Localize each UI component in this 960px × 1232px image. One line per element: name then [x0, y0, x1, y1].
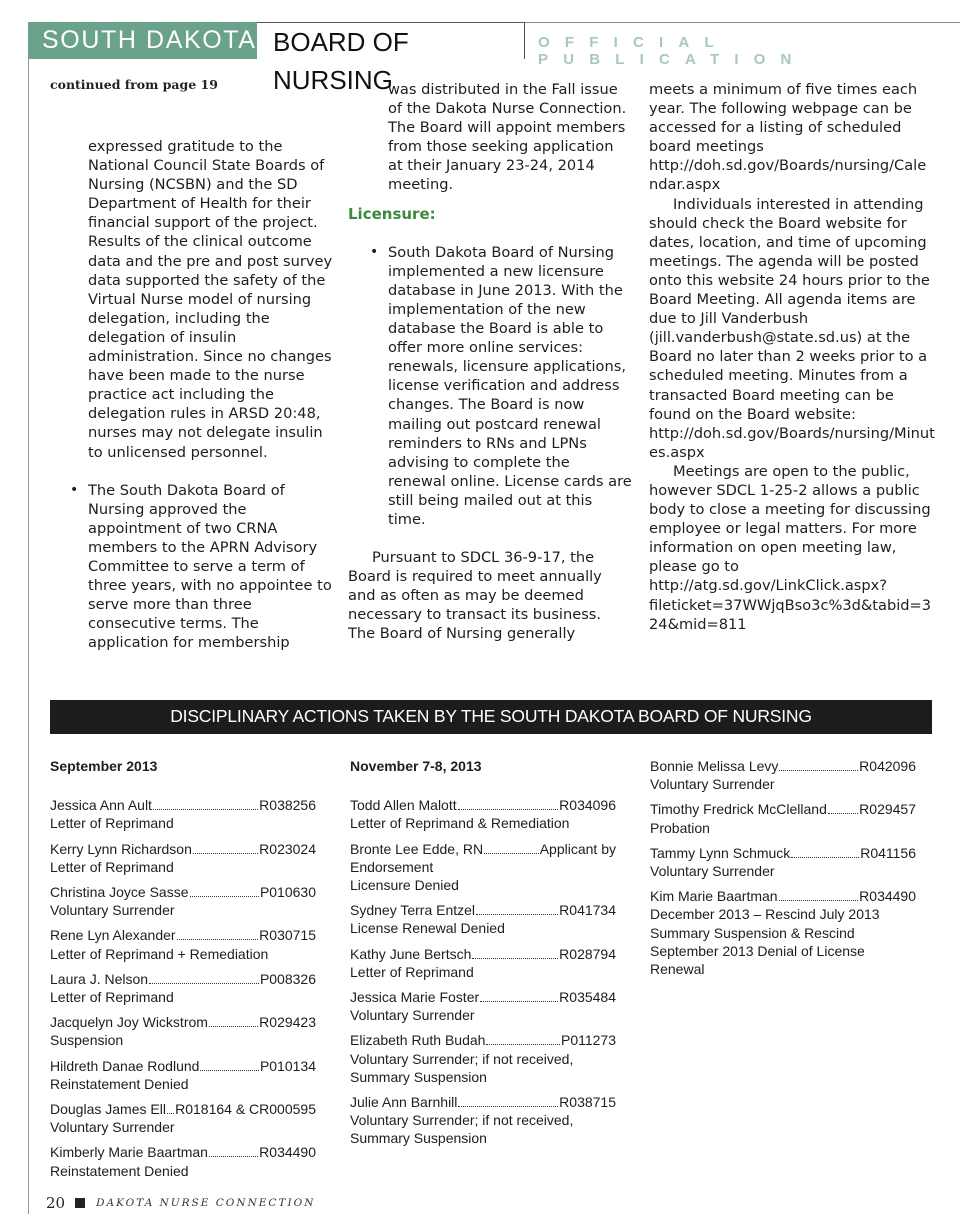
col1-bullet-item — [70, 481, 334, 653]
entry-code: R034096 — [559, 797, 616, 814]
disciplinary-entry — [350, 945, 616, 981]
entry-code: R038715 — [559, 1094, 616, 1111]
entry-action: Reinstatement Denied — [50, 1162, 189, 1179]
entry-code: R023024 — [259, 840, 316, 857]
entry-action: Voluntary Surrender — [50, 902, 175, 919]
col2-paragraph-top: was distributed in the Fall issue of the Dakota Nurse Connection. The Board will appoint members from those seeking application at their January 23-24, 2014 meeting. — [388, 81, 627, 194]
disciplinary-entry — [650, 844, 916, 880]
disciplinary-entry — [50, 796, 316, 832]
entry-name: Timothy Fredrick McClelland — [650, 801, 827, 818]
col1-paragraph: expressed gratitude to the National Council State Boards of Nursing (NCSBN) and the SD Department of Health for their financial support of the project. Results of the clinical outcome data and the pre and post survey data supported the safety of the Virtual Nurse model of nursing delegation, including the delegation of insulin administration. Since no changes have been made to the nurse practice act including the delegation rules in ARSD 20:48, nurses may not delegate insulin to unlicensed personnel. — [88, 138, 333, 461]
page-number: 20 — [46, 1194, 66, 1212]
entry-action: Probation — [650, 819, 710, 836]
continued-note: continued from page 19 — [50, 77, 218, 92]
disciplinary-entry — [350, 1093, 616, 1148]
masthead-rule — [525, 22, 960, 23]
disciplinary-entry — [50, 1100, 316, 1136]
col2-bullet-item — [348, 243, 632, 529]
disciplinary-entry — [50, 1013, 316, 1049]
disciplinary-entry — [350, 840, 616, 895]
entry-code: R029423 — [259, 1014, 316, 1031]
entry-name: Kimberly Marie Baartman — [50, 1144, 208, 1161]
entry-name: Todd Allen Malott — [350, 797, 457, 814]
disciplinary-entry — [350, 796, 616, 832]
article-column-3 — [649, 80, 935, 634]
entry-action: Voluntary Surrender — [50, 1119, 175, 1136]
entry-action: Letter of Reprimand — [50, 989, 174, 1006]
entry-action-secondary: Licensure Denied — [350, 877, 459, 894]
entry-code: R034490 — [259, 1144, 316, 1161]
bullet-icon: • — [70, 481, 79, 498]
entry-name: Jessica Ann Ault — [50, 797, 152, 814]
entry-action: December 2013 – Rescind July 2013 Summary Suspension & Rescind September 2013 Denial of License Renewal — [650, 906, 880, 978]
disciplinary-column-3 — [650, 757, 916, 985]
page-footer — [46, 1194, 315, 1212]
entry-code: Applicant by — [539, 840, 616, 857]
entry-name: Rene Lyn Alexander — [50, 927, 176, 944]
disciplinary-column-2 — [350, 757, 616, 1155]
entry-action: Letter of Reprimand + Remediation — [50, 945, 269, 962]
entry-name: Kim Marie Baartman — [650, 888, 778, 905]
entry-name: Julie Ann Barnhill — [350, 1094, 458, 1111]
left-margin-rule — [28, 59, 29, 1214]
entry-name: Hildreth Danae Rodlund — [50, 1057, 200, 1074]
entry-name: Douglas James Ell — [50, 1101, 166, 1118]
entry-code: P010134 — [259, 1057, 316, 1074]
november-heading: November 7-8, 2013 — [350, 758, 482, 774]
entry-name: Jacquelyn Joy Wickstrom — [50, 1014, 208, 1031]
entry-code: P010630 — [259, 884, 316, 901]
entry-action: Letter of Reprimand — [50, 815, 174, 832]
entry-code: P011273 — [560, 1032, 616, 1049]
entry-name: Bonnie Melissa Levy — [650, 758, 779, 774]
col3-paragraph-2: Individuals interested in attending should check the Board website for dates, location, and time of upcoming meetings. The agenda will be posted onto this website 24 hours prior to the Board Meeting. All agenda items are due to Jill Vanderbush (jill.vanderbush@state.sd.us) at the Board no later than 2 weeks prior to a scheduled meeting. Minutes from a transacted Board meeting can be found on the Board website: http://doh.sd.gov/Boards/nursing/Minutes.aspx — [649, 195, 935, 461]
article-column-1 — [70, 137, 334, 652]
publication-name: DAKOTA NURSE CONNECTION — [96, 1197, 316, 1209]
entry-action: Suspension — [50, 1032, 124, 1049]
entry-name: Jessica Marie Foster — [350, 989, 480, 1006]
september-heading: September 2013 — [50, 758, 158, 774]
entry-action: Voluntary Surrender; if not received, Summary Suspension — [350, 1050, 574, 1085]
disciplinary-entry — [50, 840, 316, 876]
entry-code: R038256 — [259, 797, 316, 814]
entry-code: P008326 — [259, 970, 316, 987]
entry-code: R028794 — [559, 945, 616, 962]
disciplinary-entry — [650, 800, 916, 836]
disciplinary-entry — [650, 887, 916, 978]
entry-action: Letter of Reprimand — [350, 963, 474, 980]
entry-code: R041734 — [559, 902, 616, 919]
entry-action: Voluntary Surrender — [350, 1007, 475, 1024]
entry-action: Voluntary Surrender; if not received, Summary Suspension — [350, 1112, 574, 1147]
masthead-state: SOUTH DAKOTA — [28, 22, 257, 59]
bullet-icon: • — [370, 243, 379, 260]
entry-action: License Renewal Denied — [350, 920, 505, 937]
entry-name: Kerry Lynn Richardson — [50, 840, 192, 857]
col2-paragraph-bottom: Pursuant to SDCL 36-9-17, the Board is required to meet annually and as often as may be deemed necessary to transact its business. The Board of Nursing generally — [348, 549, 602, 643]
disciplinary-entry — [350, 1031, 616, 1086]
entry-code: R030715 — [259, 927, 316, 944]
entry-code: R018164 & CR000595 — [175, 1101, 316, 1118]
entry-code: R034490 — [859, 888, 916, 905]
col1-bullet-text: The South Dakota Board of Nursing approved the appointment of two CRNA members to the APRN Advisory Committee to serve a term of three years, with no appointee to serve more than three consecutive terms. The application for membership — [88, 481, 332, 652]
disciplinary-entry — [50, 926, 316, 962]
col3-paragraph-3: Meetings are open to the public, however SDCL 1-25-2 allows a public body to close a meeting for discussing employee or legal matters. For more information on open meeting law, please go to http://atg.sd.gov/LinkClick.aspx?fileticket=37WWjqBso3c%3d&tabid=324&mid=811 — [649, 462, 932, 633]
entry-action: Endorsement — [350, 858, 434, 875]
entry-code: R041156 — [860, 844, 916, 861]
entry-name: Laura J. Nelson — [50, 970, 149, 987]
entry-name: Christina Joyce Sasse — [50, 884, 189, 901]
entry-name: Sydney Terra Entzel — [350, 902, 476, 919]
disciplinary-column-1 — [50, 757, 316, 1187]
entry-action: Letter of Reprimand — [50, 858, 174, 875]
disciplinary-entry — [350, 901, 616, 937]
article-column-2 — [348, 80, 632, 644]
disciplinary-entry — [50, 1143, 316, 1179]
licensure-heading: Licensure: — [348, 204, 436, 223]
entry-action: Voluntary Surrender — [650, 863, 775, 880]
entry-name: Kathy June Bertsch — [350, 945, 472, 962]
entry-code: R042096 — [859, 758, 916, 774]
col2-bullet-text: South Dakota Board of Nursing implemented a new licensure database in June 2013. With the implementation of the new database the Board is able to offer more online services: renewals, licensure applications, license verification and address changes. The Board is now mailing out postcard renewal reminders to RNs and LPNs advising to complete the renewal online. License cards are still being mailed out at this time. — [388, 243, 632, 528]
entry-name: Bronte Lee Edde, RN — [350, 840, 484, 857]
masthead-board: BOARD OF NURSING — [257, 22, 525, 59]
entry-code: R029457 — [859, 801, 916, 818]
entry-action: Reinstatement Denied — [50, 1075, 189, 1092]
entry-action: Voluntary Surrender — [650, 776, 775, 793]
disciplinary-entry — [50, 1057, 316, 1093]
disciplinary-entry — [50, 883, 316, 919]
masthead-tagline: OFFICIAL PUBLICATION — [538, 34, 807, 68]
square-icon — [75, 1198, 85, 1208]
disciplinary-entry — [50, 970, 316, 1006]
disciplinary-entry — [650, 757, 916, 793]
entry-action: Letter of Reprimand & Remediation — [350, 815, 570, 832]
entry-name: Elizabeth Ruth Budah — [350, 1032, 486, 1049]
entry-name: Tammy Lynn Schmuck — [650, 844, 791, 861]
entry-code: R035484 — [559, 989, 616, 1006]
disciplinary-banner: DISCIPLINARY ACTIONS TAKEN BY THE SOUTH DAKOTA BOARD OF NURSING — [50, 700, 932, 734]
disciplinary-entry — [350, 988, 616, 1024]
col3-paragraph-1: meets a minimum of five times each year. The following webpage can be accessed for a listing of scheduled board meetings http://doh.sd.gov/Boards/nursing/Calendar.aspx — [649, 81, 927, 194]
